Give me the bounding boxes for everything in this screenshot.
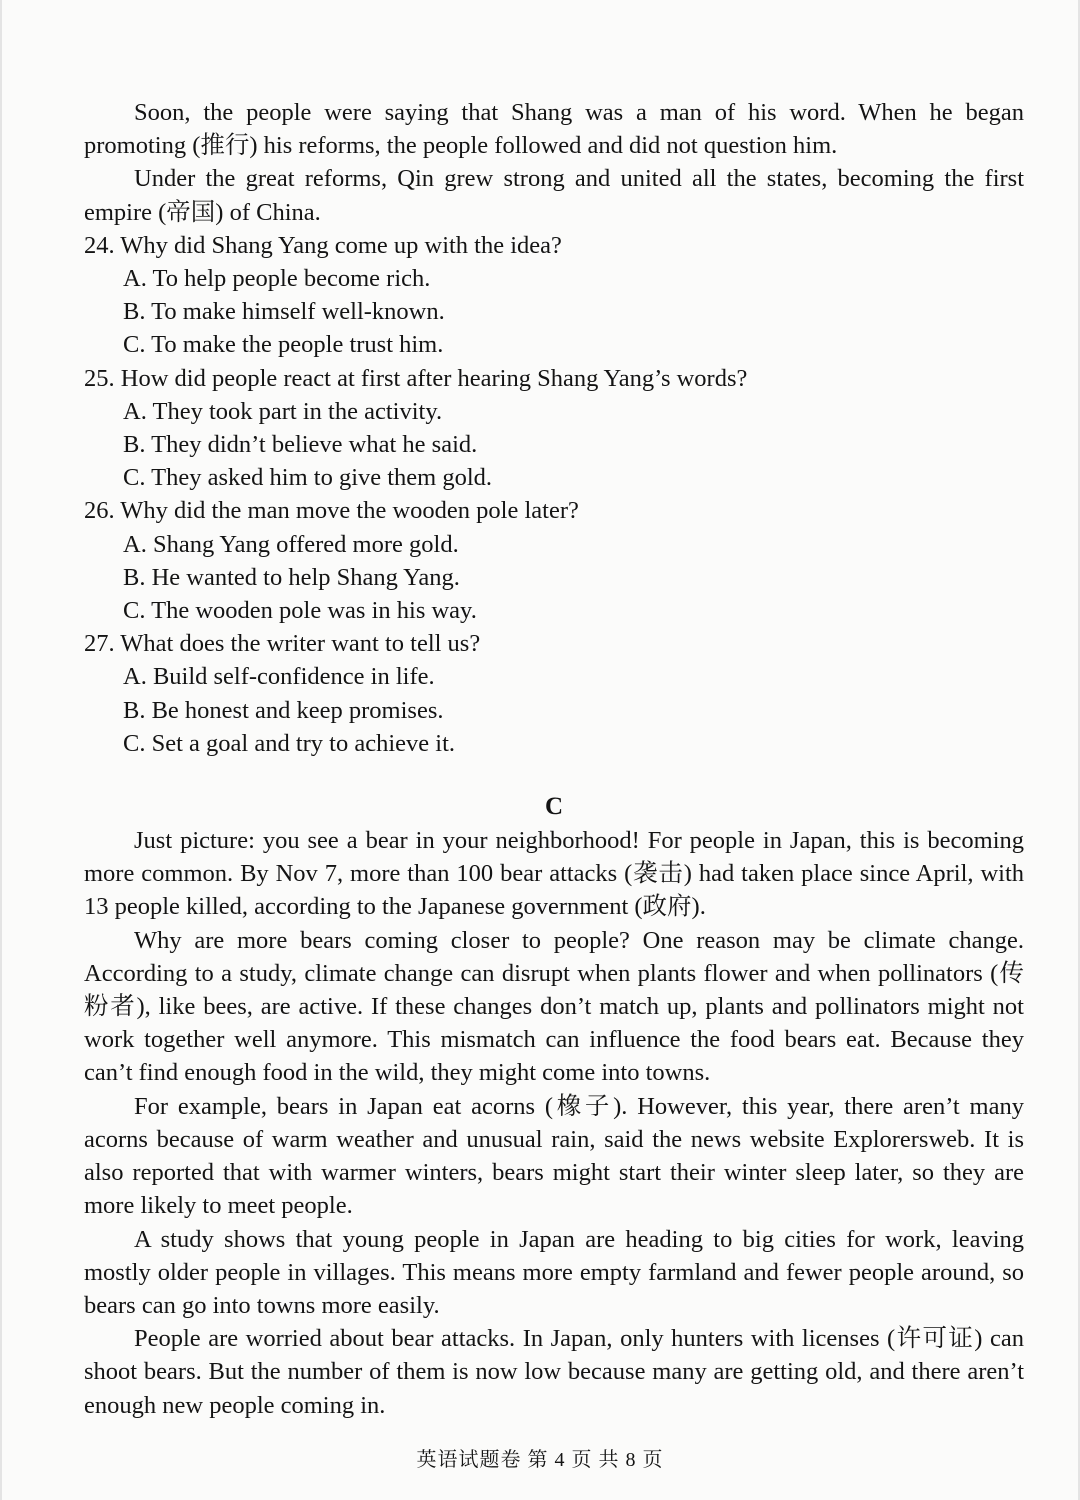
option-b: B. To make himself well-known. xyxy=(123,298,445,326)
section-c-paragraph: People are worried about bear attacks. In Japan, only hunters with licenses (许可证) can shoot bears. But the number of them is now low because many are getting old, and there aren’t enough new people coming in. xyxy=(84,1325,1024,1419)
option-a: A. To help people become rich. xyxy=(123,265,431,293)
option-b: B. Be honest and keep promises. xyxy=(123,696,444,724)
question-24 xyxy=(84,229,1024,362)
option-c: C. They asked him to give them gold. xyxy=(123,464,493,492)
question-stem: 25. How did people react at first after hearing Shang Yang’s words? xyxy=(84,364,748,392)
section-c-paragraph: For example, bears in Japan eat acorns (橡子). However, this year, there aren’t many acorns because of warm weather and unusual rain, said the news website Explorersweb. It is also reported that with warmer winters, bears might start their winter sleep later, so they are more likely to meet people. xyxy=(84,1092,1024,1220)
passage-b-paragraph: Under the great reforms, Qin grew strong and united all the states, becoming the first empire (帝国) of China. xyxy=(84,165,1024,226)
option-b: B. He wanted to help Shang Yang. xyxy=(123,563,460,591)
section-c-paragraph: Why are more bears coming closer to people? One reason may be climate change. According to a study, climate change can disrupt when plants flower and when pollinators (传粉者), like bees, are active. If these changes don’t match up, plants and pollinators might not work together well anymore. This mismatch can influence the food bears eat. Because they can’t find enough food in the wild, they might come into towns. xyxy=(84,926,1024,1087)
option-c: C. The wooden pole was in his way. xyxy=(123,597,477,625)
option-a: A. They took part in the activity. xyxy=(123,397,443,425)
question-stem: 26. Why did the man move the wooden pole later? xyxy=(84,497,579,525)
question-27 xyxy=(84,627,1024,760)
passage-b-paragraph: Soon, the people were saying that Shang was a man of his word. When he began promoting (推行) his reforms, the people followed and did not question him. xyxy=(84,99,1024,160)
option-a: A. Shang Yang offered more gold. xyxy=(123,530,459,558)
page-footer: 英语试题卷 第 4 页 共 8 页 xyxy=(416,1449,664,1471)
question-26 xyxy=(84,494,1024,627)
section-c-paragraph: Just picture: you see a bear in your neighborhood! For people in Japan, this is becoming more common. By Nov 7, more than 100 bear attacks (袭击) had taken place since April, with 13 people killed, according to the Japanese government (政府). xyxy=(84,827,1024,921)
question-stem: 27. What does the writer want to tell us? xyxy=(84,630,481,658)
section-heading: C xyxy=(544,793,564,821)
option-b: B. They didn’t believe what he said. xyxy=(123,431,478,459)
option-c: C. To make the people trust him. xyxy=(123,331,444,359)
section-c-paragraph: A study shows that young people in Japan are heading to big cities for work, leaving mostly older people in villages. This means more empty farmland and fewer people around, so bears can go into towns more easily. xyxy=(84,1225,1024,1319)
option-a: A. Build self-confidence in life. xyxy=(123,663,435,691)
question-25 xyxy=(84,362,1024,495)
question-stem: 24. Why did Shang Yang come up with the idea? xyxy=(84,231,562,259)
page-content xyxy=(84,96,1024,1422)
option-c: C. Set a goal and try to achieve it. xyxy=(123,729,456,757)
